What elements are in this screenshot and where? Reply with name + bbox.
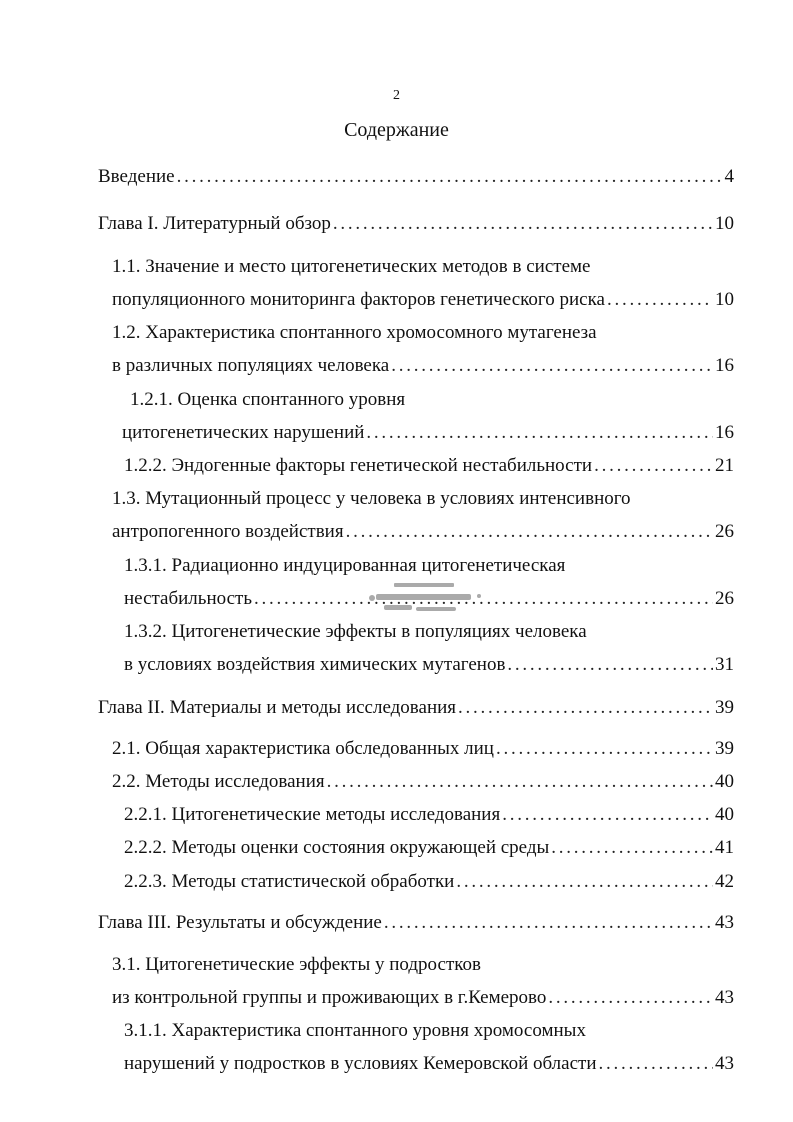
toc-entry-chapter-3[interactable]	[98, 913, 734, 932]
toc-entry-1-2-1-line1: 1.2.1. Оценка спонтанного уровня	[130, 389, 406, 410]
toc-entry-1-1[interactable]	[112, 290, 734, 309]
toc-entry-text: Глава II. Материалы и методы исследования	[98, 697, 457, 718]
leader-dots	[456, 872, 713, 891]
toc-entry-text: Глава III. Результаты и обсуждение	[98, 912, 382, 933]
toc-entry-3-1-1-line1: 3.1.1. Характеристика спонтанного уровня хромосомных	[124, 1020, 586, 1041]
toc-entry-page: 26	[715, 521, 734, 542]
toc-entry-text: нарушений у подростков в условиях Кемеровской области	[124, 1053, 597, 1074]
leader-dots	[507, 655, 713, 674]
toc-entry-text: 2.1. Общая характеристика обследованных лиц	[112, 738, 494, 759]
page-number: 2	[393, 88, 400, 103]
toc-entry-text: Глава I. Литературный обзор	[98, 213, 331, 234]
toc-entry-text: 2.2.1. Цитогенетические методы исследования	[124, 804, 501, 825]
toc-entry-page: 43	[715, 987, 734, 1008]
leader-dots	[551, 838, 713, 857]
toc-entry-page: 43	[715, 1053, 734, 1074]
toc-entry-text: антропогенного воздействия	[112, 521, 344, 542]
toc-entry-text: Введение	[98, 166, 175, 187]
toc-entry-2-1[interactable]	[112, 739, 734, 758]
page-title: Содержание	[344, 119, 449, 141]
toc-entry-1-1-line1: 1.1. Значение и место цитогенетических методов в системе	[112, 256, 591, 277]
toc-entry-text: в условиях воздействия химических мутагенов	[124, 654, 506, 675]
toc-entry-3-1[interactable]	[112, 988, 734, 1007]
toc-entry-page: 40	[715, 804, 734, 825]
leader-dots	[607, 290, 713, 309]
leader-dots	[548, 988, 713, 1007]
toc-entry-1-2-line1: 1.2. Характеристика спонтанного хромосомного мутагенеза	[112, 322, 597, 343]
toc-entry-page: 41	[715, 837, 734, 858]
toc-entry-page: 39	[715, 697, 734, 718]
toc-entry-1-3-2-line1: 1.3.2. Цитогенетические эффекты в популяциях человека	[124, 621, 587, 642]
toc-entry-intro[interactable]	[98, 167, 734, 186]
toc-entry-text: в различных популяциях человека	[112, 355, 390, 376]
toc-entry-page: 40	[715, 771, 734, 792]
leader-dots	[599, 1054, 714, 1073]
leader-dots	[327, 772, 713, 791]
toc-entry-1-3-line1: 1.3. Мутационный процесс у человека в условиях интенсивного	[112, 488, 631, 509]
leader-dots	[594, 456, 713, 475]
toc-entry-text: 1.2.2. Эндогенные факторы генетической нестабильности	[124, 455, 593, 476]
toc-entry-page: 42	[715, 871, 734, 892]
toc-entry-page: 21	[715, 455, 734, 476]
toc-entry-page: 16	[715, 355, 734, 376]
leader-dots	[391, 356, 713, 375]
toc-entry-text: цитогенетических нарушений	[122, 422, 365, 443]
toc-entry-page: 4	[724, 166, 734, 187]
toc-entry-text: 2.2.2. Методы оценки состояния окружающей среды	[124, 837, 550, 858]
leader-dots	[384, 913, 713, 932]
toc-entry-3-1-line1: 3.1. Цитогенетические эффекты у подростков	[112, 954, 481, 975]
toc-entry-1-3-1-line1: 1.3.1. Радиационно индуцированная цитогенетическая	[124, 555, 566, 576]
toc-entry-page: 26	[715, 588, 734, 609]
toc-entry-3-1-1[interactable]	[124, 1054, 734, 1073]
toc-entry-text: из контрольной группы и проживающих в г.Кемерово	[112, 987, 547, 1008]
toc-entry-1-3[interactable]	[112, 522, 734, 541]
leader-dots	[333, 214, 713, 233]
toc-entry-text: 2.2.3. Методы статистической обработки	[124, 871, 455, 892]
leader-dots	[502, 805, 713, 824]
toc-entry-page: 16	[715, 422, 734, 443]
toc-entry-chapter-1[interactable]	[98, 214, 734, 233]
toc-entry-page: 10	[715, 213, 734, 234]
toc-entry-2-2-1[interactable]	[124, 805, 734, 824]
leader-dots	[346, 522, 713, 541]
leader-dots	[366, 423, 713, 442]
toc-entry-1-2-1[interactable]	[122, 423, 734, 442]
toc-entry-page: 43	[715, 912, 734, 933]
toc-entry-2-2-2[interactable]	[124, 838, 734, 857]
leader-dots	[458, 698, 713, 717]
toc-entry-1-2[interactable]	[112, 356, 734, 375]
toc-entry-1-3-2[interactable]	[124, 655, 734, 674]
toc-entry-chapter-2[interactable]	[98, 698, 734, 717]
toc-entry-page: 31	[715, 654, 734, 675]
toc-entry-text: 2.2. Методы исследования	[112, 771, 325, 792]
toc-entry-text: нестабильность	[124, 588, 252, 609]
toc-entry-2-2[interactable]	[112, 772, 734, 791]
toc-entry-page: 10	[715, 289, 734, 310]
leader-dots	[177, 167, 723, 186]
toc-entry-1-2-2[interactable]	[124, 456, 734, 475]
leader-dots	[496, 739, 713, 758]
toc-entry-page: 39	[715, 738, 734, 759]
toc-entry-text: популяционного мониторинга факторов генетического риска	[112, 289, 605, 310]
toc-entry-2-2-3[interactable]	[124, 872, 734, 891]
library-stamp-mark	[354, 580, 504, 622]
